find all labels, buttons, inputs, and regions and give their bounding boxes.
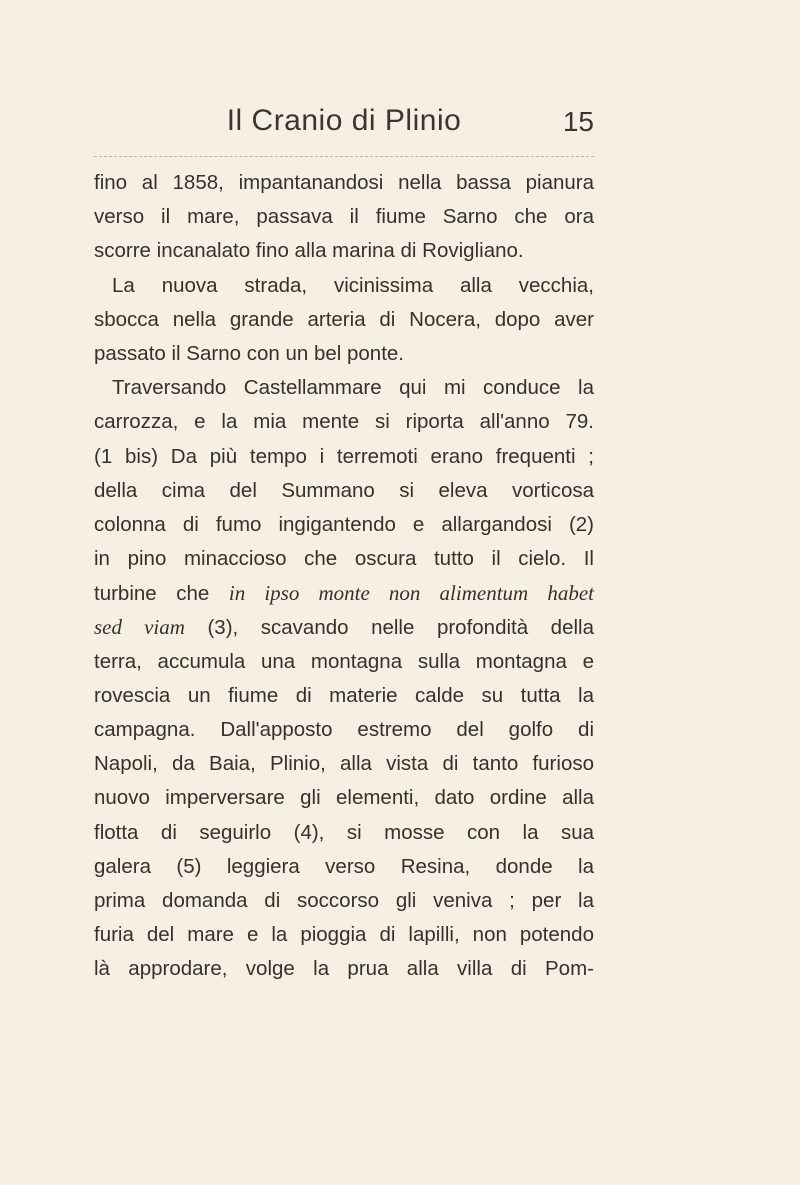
page-number: 15 — [562, 106, 594, 137]
text-line: fino al 1858, impantanandosi nella bassa pianura — [94, 171, 594, 194]
text-line — [94, 576, 594, 610]
text-line: nuovo imperversare gli elementi, dato ordine alla — [94, 786, 594, 810]
latin-quote: in ipso monte non alimentum habet — [228, 581, 594, 606]
text-line: furia del mare e la pioggia di lapilli, non potendo — [94, 923, 594, 947]
text-line: sbocca nella grande arteria di Nocera, dopo aver — [94, 307, 594, 331]
text-line: colonna di fumo ingigantendo e allargandosi (2) — [94, 512, 594, 536]
text-line: (1 bis) Da più tempo i terremoti erano frequenti ; — [94, 444, 594, 468]
text-line: La nuova strada, vicinissima alla vecchia, — [112, 273, 594, 297]
text-line: rovescia un fiume di materie calde su tutta la — [94, 683, 594, 707]
body-text — [94, 166, 594, 987]
text-line: passato il Sarno con un bel ponte. — [94, 341, 404, 365]
latin-quote: sed viam — [94, 615, 185, 640]
header-rule — [94, 156, 594, 157]
running-title: Il Cranio di Plinio — [226, 104, 462, 137]
running-head — [94, 104, 594, 154]
text-line: Traversando Castellammare qui mi conduce la — [112, 376, 594, 400]
text-line: scorre incanalato fino alla marina di Rovigliano. — [94, 239, 524, 263]
text-line: campagna. Dall'apposto estremo del golfo di — [94, 718, 594, 741]
text-line: prima domanda di soccorso gli veniva ; per la — [94, 888, 594, 912]
text-line: galera (5) leggiera verso Resina, donde la — [94, 854, 594, 878]
text-line — [94, 610, 594, 644]
text-line: là approdare, volge la prua alla villa di Pom- — [94, 957, 594, 981]
text-line: verso il mare, passava il fiume Sarno che ora — [94, 205, 594, 229]
text-line-roman: turbine che — [94, 582, 229, 606]
text-line: Napoli, da Baia, Plinio, alla vista di tanto furioso — [94, 752, 594, 776]
text-line: terra, accumula una montagna sulla montagna e — [94, 649, 594, 673]
text-line: flotta di seguirlo (4), si mosse con la sua — [94, 820, 594, 844]
text-line: in pino minaccioso che oscura tutto il cielo. Il — [94, 547, 594, 571]
text-line: della cima del Summano si eleva vorticosa — [94, 478, 594, 502]
text-line: carrozza, e la mia mente si riporta all'anno 79. — [94, 410, 594, 434]
text-line-roman: (3), scavando nelle profondità della — [184, 616, 594, 640]
